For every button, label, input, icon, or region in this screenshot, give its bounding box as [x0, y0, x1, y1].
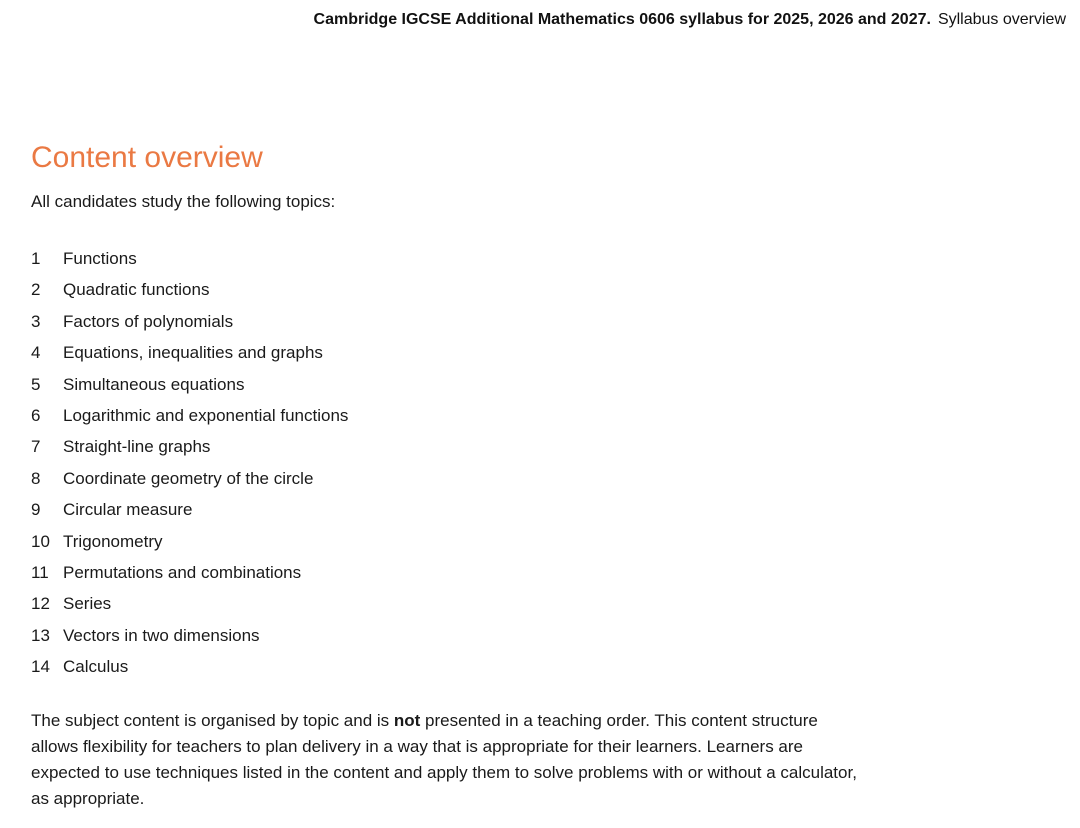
topic-row [31, 500, 348, 531]
topic-number: 9 [31, 500, 41, 520]
topic-row [31, 563, 348, 594]
closing-line [31, 786, 857, 812]
topic-row [31, 469, 348, 500]
closing-paragraph [31, 708, 857, 812]
closing-line-bold: not [393, 711, 421, 730]
page-title: Content overview [31, 141, 263, 174]
topic-number: 10 [31, 531, 50, 551]
topic-label: Series [63, 594, 112, 614]
running-header [0, 10, 1066, 29]
topic-number: 2 [31, 280, 41, 300]
topic-label: Vectors in two dimensions [63, 625, 260, 645]
topic-number: 13 [31, 625, 50, 645]
topic-row [31, 594, 348, 625]
topic-row [31, 343, 348, 374]
topic-number: 11 [31, 562, 49, 582]
topic-number: 8 [31, 468, 41, 488]
closing-line-pre: allows flexibility for teachers to plan delivery in a way that is appropriate for their learners. Learners are [31, 737, 803, 756]
intro-text: All candidates study the following topics: [31, 192, 336, 211]
topic-row [31, 312, 348, 343]
topic-number: 7 [31, 437, 41, 457]
topic-label: Calculus [63, 657, 129, 677]
topic-label: Permutations and combinations [63, 562, 302, 582]
closing-line-post: presented in a teaching order. This content structure [420, 711, 818, 730]
topic-label: Equations, inequalities and graphs [63, 343, 323, 363]
topic-row [31, 626, 348, 657]
topic-label: Straight-line graphs [63, 437, 211, 457]
topic-label: Circular measure [63, 500, 193, 520]
topic-row [31, 437, 348, 468]
topic-label: Logarithmic and exponential functions [63, 405, 349, 425]
topic-row [31, 657, 348, 688]
topic-label: Functions [63, 249, 137, 268]
topic-label: Simultaneous equations [63, 374, 245, 394]
closing-line [31, 734, 857, 760]
header-section-name: Syllabus overview [937, 11, 1066, 28]
topic-number: 14 [31, 657, 50, 677]
topic-number: 6 [31, 405, 41, 425]
topic-row [31, 249, 348, 280]
closing-line-pre: The subject content is organised by topic and is [31, 711, 394, 730]
topic-row [31, 375, 348, 406]
closing-line-pre: as appropriate. [31, 789, 145, 808]
topic-label: Coordinate geometry of the circle [63, 468, 314, 488]
topic-label: Quadratic functions [63, 280, 210, 300]
topic-number: 5 [31, 374, 41, 394]
closing-line [31, 708, 857, 734]
topic-row [31, 280, 348, 311]
topic-number: 1 [31, 249, 41, 268]
topic-number: 4 [31, 343, 41, 363]
closing-line-pre: expected to use techniques listed in the content and apply them to solve problems with or without a calculator, [31, 763, 857, 782]
topic-number: 3 [31, 311, 41, 331]
header-doc-title: Cambridge IGCSE Additional Mathematics 0606 syllabus for 2025, 2026 and 2027. [313, 11, 931, 28]
topic-row [31, 532, 348, 563]
closing-line [31, 760, 857, 786]
topic-label: Trigonometry [63, 531, 163, 551]
topics-list [31, 249, 348, 688]
topic-label: Factors of polynomials [63, 311, 234, 331]
topic-row [31, 406, 348, 437]
topic-number: 12 [31, 594, 50, 614]
